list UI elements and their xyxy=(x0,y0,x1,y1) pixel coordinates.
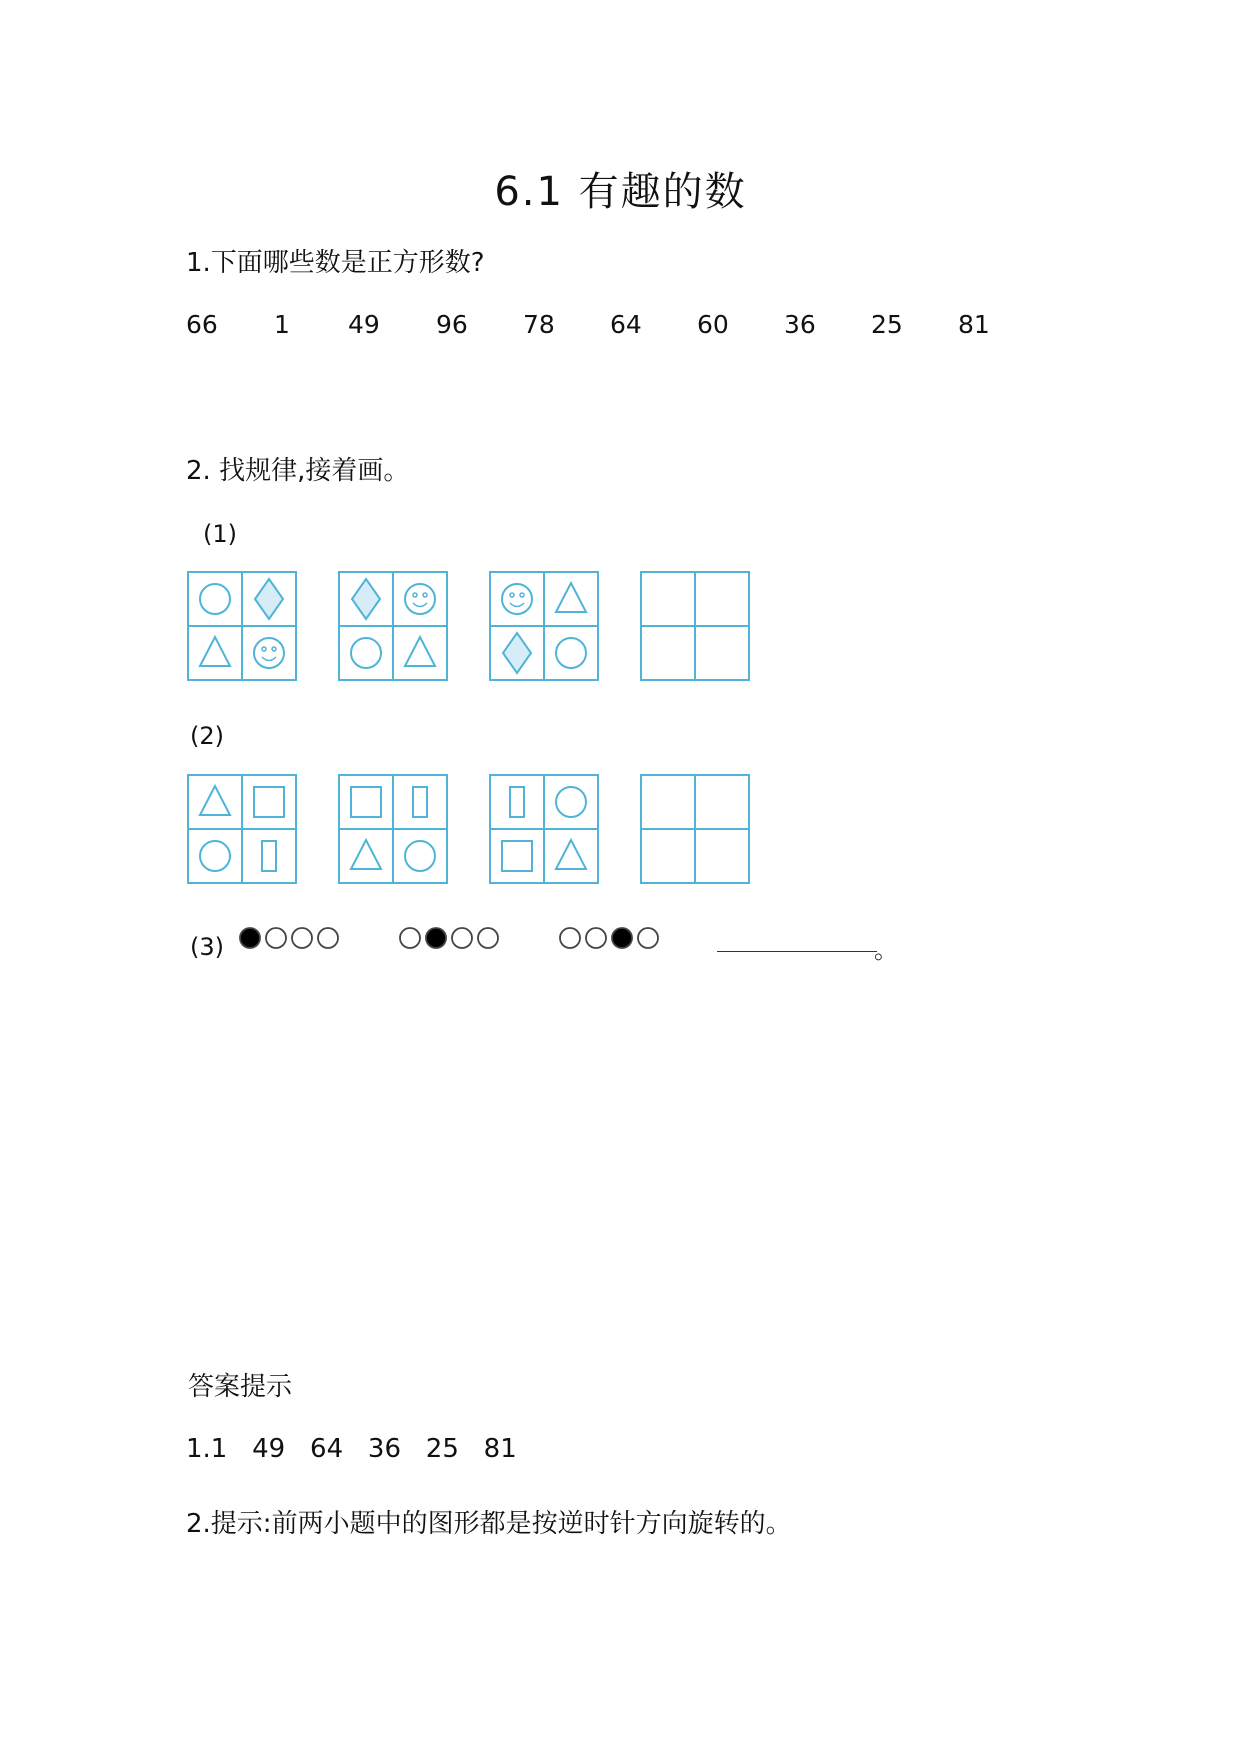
number-item: 78 xyxy=(523,310,555,339)
answer-blank[interactable] xyxy=(717,951,877,952)
empty-dot xyxy=(560,928,580,948)
empty-dot xyxy=(586,928,606,948)
filled-dot xyxy=(612,928,632,948)
page-title: 6.1 有趣的数 xyxy=(494,169,747,215)
empty-dot xyxy=(638,928,658,948)
number-item: 96 xyxy=(436,310,468,339)
number-item: 36 xyxy=(784,310,816,339)
filled-dot xyxy=(426,928,446,948)
empty-dot xyxy=(292,928,312,948)
number-item: 81 xyxy=(958,310,990,339)
filled-dot xyxy=(240,928,260,948)
question-1: 1.下面哪些数是正方形数? xyxy=(186,248,485,278)
part-2-label: (2) xyxy=(190,722,224,750)
period-mark: 。 xyxy=(874,936,898,964)
answer-2: 2.提示:前两小题中的图形都是按逆时针方向旋转的。 xyxy=(186,1509,792,1539)
number-item: 60 xyxy=(697,310,729,339)
part-3-label: (3) xyxy=(190,933,224,961)
number-item: 25 xyxy=(871,310,903,339)
empty-dot xyxy=(400,928,420,948)
number-item: 66 xyxy=(186,310,218,339)
empty-dot xyxy=(478,928,498,948)
number-item: 64 xyxy=(610,310,642,339)
part-1-label: (1) xyxy=(203,520,237,548)
empty-dot xyxy=(266,928,286,948)
number-item: 1 xyxy=(274,310,290,339)
answer-1: 1.1 49 64 36 25 81 xyxy=(186,1434,517,1464)
question-2: 2. 找规律,接着画。 xyxy=(186,456,410,486)
number-item: 49 xyxy=(348,310,380,339)
answer-heading: 答案提示 xyxy=(188,1372,293,1402)
empty-dot xyxy=(452,928,472,948)
empty-dot xyxy=(318,928,338,948)
